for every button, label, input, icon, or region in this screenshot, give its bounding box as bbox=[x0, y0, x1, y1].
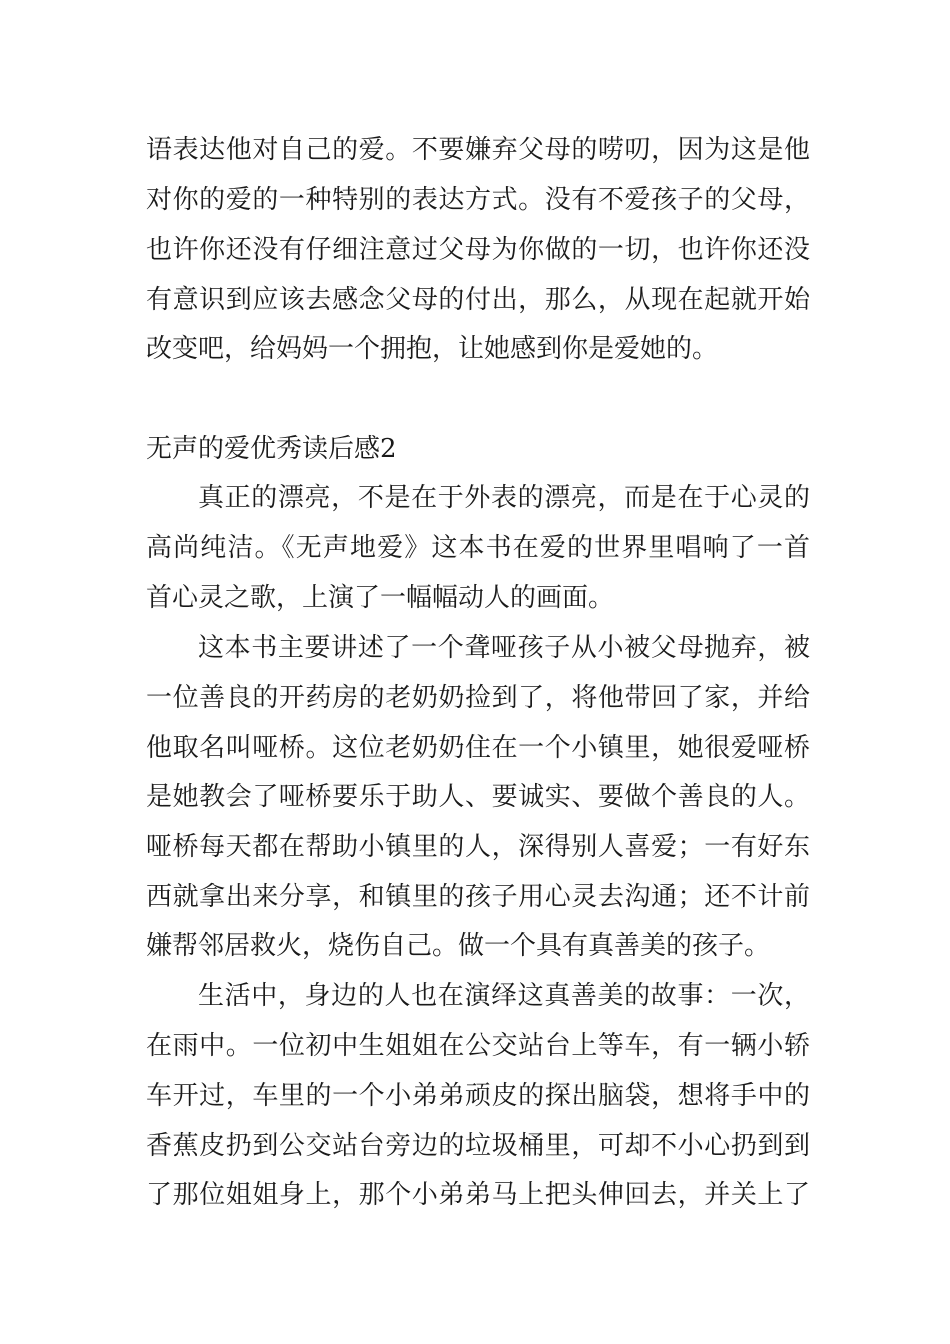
paragraph-1-line-4: 有意识到应该去感念父母的付出，那么，从现在起就开始 bbox=[146, 285, 810, 315]
paragraph-3-line-2: 一位善良的开药房的老奶奶捡到了，将他带回了家，并给 bbox=[146, 683, 810, 713]
paragraph-3-line-7: 嫌帮邻居救火，烧伤自己。做一个具有真善美的孩子。 bbox=[146, 931, 771, 961]
paragraph-1-line-5: 改变吧，给妈妈一个拥抱，让她感到你是爱她的。 bbox=[146, 334, 719, 364]
paragraph-3-line-6: 西就拿出来分享，和镇里的孩子用心灵去沟通；还不计前 bbox=[146, 882, 810, 912]
paragraph-1-line-3: 也许你还没有仔细注意过父母为你做的一切，也许你还没 bbox=[146, 235, 810, 265]
paragraph-4-line-4: 香蕉皮扔到公交站台旁边的垃圾桶里，可却不小心扔到到 bbox=[146, 1131, 810, 1161]
paragraph-4-line-3: 车开过，车里的一个小弟弟顽皮的探出脑袋，想将手中的 bbox=[146, 1081, 810, 1111]
paragraph-2-line-1: 真正的漂亮，不是在于外表的漂亮，而是在于心灵的 bbox=[198, 483, 810, 513]
paragraph-4-line-2: 在雨中。一位初中生姐姐在公交站台上等车，有一辆小轿 bbox=[146, 1031, 810, 1061]
paragraph-2-line-2: 高尚纯洁。《无声地爱》这本书在爱的世界里唱响了一首 bbox=[146, 533, 810, 563]
paragraph-3-line-1: 这本书主要讲述了一个聋哑孩子从小被父母抛弃，被 bbox=[198, 633, 810, 663]
paragraph-2-line-3: 首心灵之歌，上演了一幅幅动人的画面。 bbox=[146, 583, 615, 613]
paragraph-1-line-2: 对你的爱的一种特别的表达方式。没有不爱孩子的父母， bbox=[146, 185, 810, 215]
paragraph-4-line-5: 了那位姐姐身上，那个小弟弟马上把头伸回去，并关上了 bbox=[146, 1180, 810, 1210]
paragraph-1-line-1: 语表达他对自己的爱。不要嫌弃父母的唠叨，因为这是他 bbox=[146, 135, 810, 165]
section-heading: 无声的爱优秀读后感2 bbox=[146, 434, 397, 464]
paragraph-3-line-5: 哑桥每天都在帮助小镇里的人，深得别人喜爱；一有好东 bbox=[146, 832, 810, 862]
paragraph-3-line-4: 是她教会了哑桥要乐于助人、要诚实、要做个善良的人。 bbox=[146, 782, 810, 812]
paragraph-3-line-3: 他取名叫哑桥。这位老奶奶住在一个小镇里，她很爱哑桥 bbox=[146, 733, 810, 763]
paragraph-4-line-1: 生活中，身边的人也在演绎这真善美的故事：一次， bbox=[198, 981, 810, 1011]
